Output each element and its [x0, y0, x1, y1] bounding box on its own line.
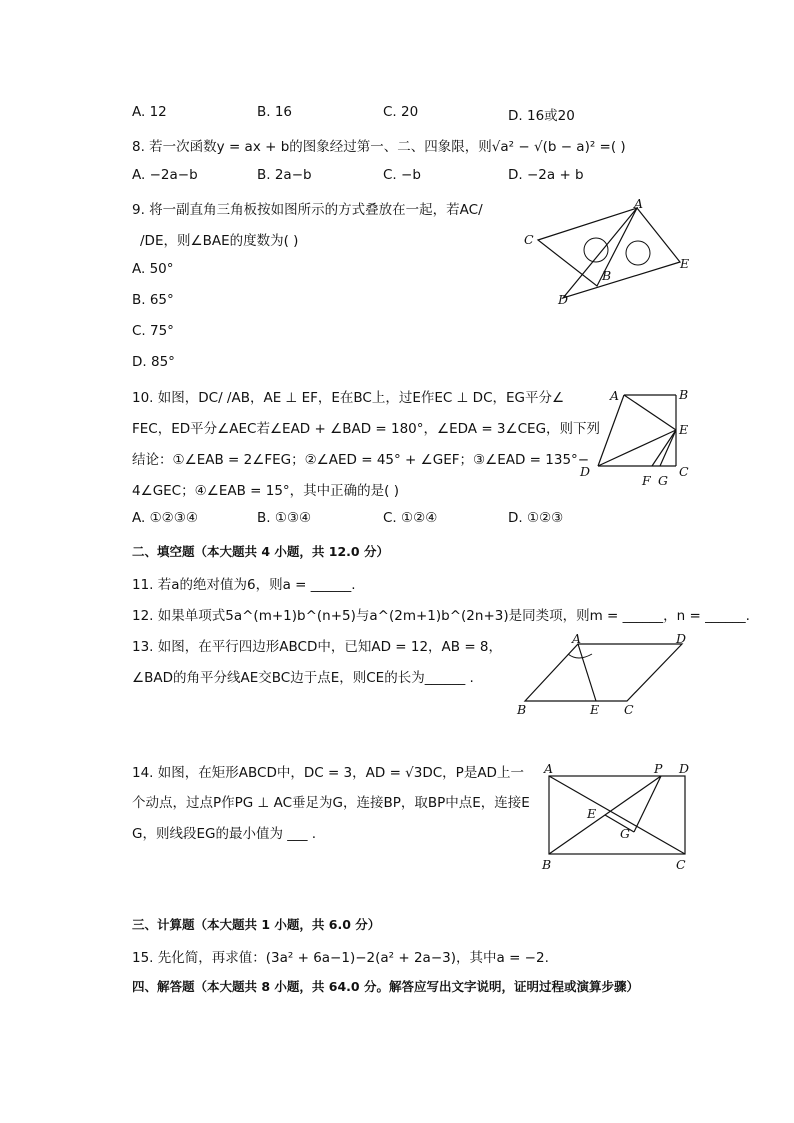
- q13-stem-line2: ∠BAD的角平分线AE交BC边于点E，则CE的长为______ .: [132, 670, 474, 686]
- q10-label-a: A: [610, 388, 620, 403]
- q15-stem: 15. 先化简，再求值：(3a² + 6a−1)−2(a² + 2a−3)，其中a = −2.: [132, 950, 549, 966]
- q14-label-a: A: [544, 761, 554, 776]
- q10-label-g: G: [658, 473, 668, 488]
- q9-figure: [520, 198, 700, 310]
- q9-option-d: D. 85°: [132, 354, 175, 370]
- q8-option-b: B. 2a−b: [257, 167, 312, 183]
- q12-stem: 12. 如果单项式5a^(m+1)b^(n+5)与a^(2m+1)b^(2n+3)是同类项，则m = ______，n = ______.: [132, 608, 750, 624]
- q13-figure: [512, 632, 692, 718]
- q13-label-d: D: [676, 632, 687, 646]
- q8-option-c: C. −b: [383, 167, 421, 183]
- q9-circle-right: [626, 241, 650, 265]
- q10-stem-line2: FEC，ED平分∠AEC若∠EAD + ∠BAD = 180°，∠EDA = 3∠CEG，则下列: [132, 421, 601, 437]
- q14-label-b: B: [542, 857, 552, 872]
- q9-stem-line1: 9. 将一副直角三角板按如图所示的方式叠放在一起，若AC/: [132, 202, 483, 218]
- q9-stem-line2: /DE，则∠BAE的度数为( ): [140, 233, 299, 249]
- q7-option-a: A. 12: [132, 104, 167, 120]
- q14-label-p: P: [654, 761, 663, 776]
- q9-label-b: B: [602, 268, 612, 283]
- q10-stem-line1: 10. 如图，DC/ /AB，AE ⊥ EF，E在BC上，过E作EC ⊥ DC，EG平分∠: [132, 390, 565, 406]
- q9-label-a: A: [634, 198, 644, 211]
- section-2-heading: 二、填空题（本大题共 4 小题，共 12.0 分）: [132, 544, 389, 559]
- q9-label-e: E: [680, 256, 690, 271]
- q14-stem-line2: 个动点，过点P作PG ⊥ AC垂足为G，连接BP，取BP中点E，连接E: [132, 795, 530, 811]
- q14-stem-line1: 14. 如图，在矩形ABCD中，DC = 3，AD = √3DC，P是AD上一: [132, 765, 524, 781]
- q9-label-d: D: [558, 292, 569, 307]
- q10-label-f: F: [642, 473, 651, 488]
- q14-figure: [536, 758, 696, 876]
- q10-option-a: A. ①②③④: [132, 510, 198, 526]
- q8-stem: 8. 若一次函数y = ax + b的图象经过第一、二、四象限，则√a² − √(b − a)² =( ): [132, 139, 626, 155]
- q13-label-e: E: [590, 702, 600, 717]
- q10-figure: [578, 384, 698, 490]
- section-3-heading: 三、计算题（本大题共 1 小题，共 6.0 分）: [132, 917, 381, 932]
- q13-parallelogram: [525, 644, 682, 701]
- q13-label-a: A: [572, 632, 582, 646]
- q9-label-c: C: [524, 232, 534, 247]
- q13-label-c: C: [624, 702, 634, 717]
- q14-label-g: G: [620, 826, 630, 841]
- q14-label-c: C: [676, 857, 686, 872]
- q14-label-e: E: [587, 806, 597, 821]
- q10-option-d: D. ①②③: [508, 510, 564, 526]
- q14-label-d: D: [679, 761, 690, 776]
- q10-label-e: E: [679, 422, 689, 437]
- q10-label-c: C: [679, 464, 689, 479]
- q7-option-c: C. 20: [383, 104, 419, 120]
- q14-stem-line3: G，则线段EG的最小值为 ___ .: [132, 826, 317, 842]
- q9-triangle-right: [563, 208, 680, 298]
- q9-option-c: C. 75°: [132, 323, 174, 339]
- q7-option-d: D. 16或20: [508, 108, 575, 124]
- q13-label-b: B: [517, 702, 527, 717]
- q13-stem-line1: 13. 如图，在平行四边形ABCD中，已知AD = 12，AB = 8，: [132, 639, 503, 655]
- q8-option-d: D. −2a + b: [508, 167, 584, 183]
- q9-triangle-left: [538, 208, 637, 286]
- q10-stem-line4: 4∠GEC；④∠EAB = 15°，其中正确的是( ): [132, 483, 399, 499]
- q10-stem-line3: 结论：①∠EAB = 2∠FEG；②∠AED = 45° + ∠GEF；③∠EAD = 135°−: [132, 452, 590, 468]
- q9-option-b: B. 65°: [132, 292, 174, 308]
- q8-option-a: A. −2a−b: [132, 167, 198, 183]
- q10-label-d: D: [580, 464, 591, 479]
- q10-label-b: B: [679, 387, 689, 402]
- q10-option-b: B. ①③④: [257, 510, 312, 526]
- q10-option-c: C. ①②④: [383, 510, 438, 526]
- q7-option-b: B. 16: [257, 104, 293, 120]
- q11-stem: 11. 若a的绝对值为6，则a = ______.: [132, 577, 356, 593]
- section-4-heading: 四、解答题（本大题共 8 小题，共 64.0 分。解答应写出文字说明，证明过程或演算步骤）: [132, 979, 639, 994]
- q9-option-a: A. 50°: [132, 261, 174, 277]
